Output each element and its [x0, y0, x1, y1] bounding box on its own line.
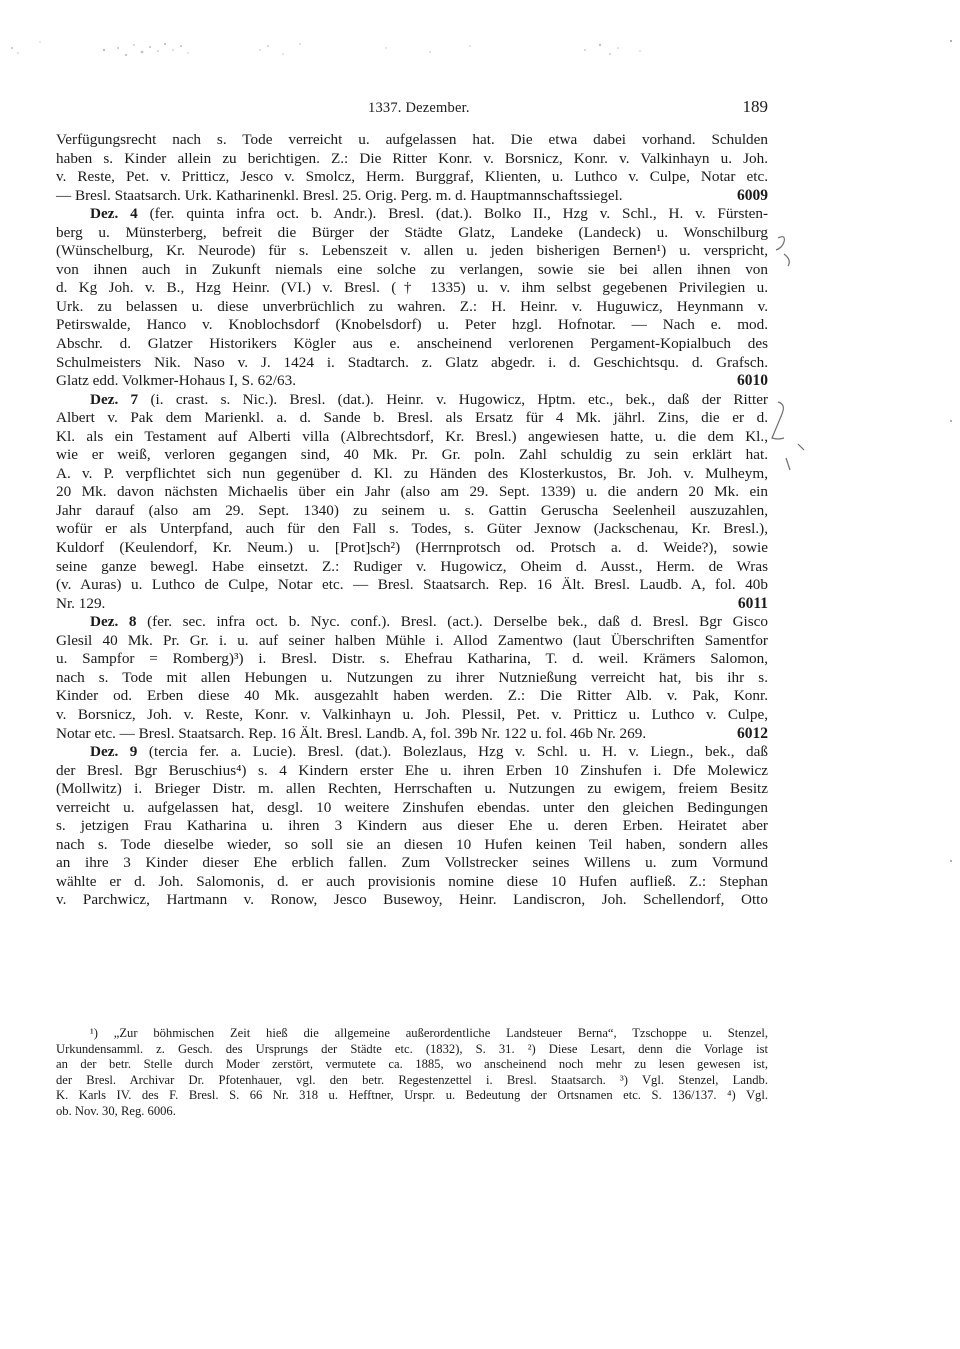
regest-number: 6010: [737, 372, 768, 390]
text-line: [56, 595, 768, 614]
text-line: [56, 354, 768, 373]
text-line: [56, 483, 768, 502]
text-line: [56, 298, 768, 317]
text-line: [56, 725, 768, 744]
text-line: [56, 335, 768, 354]
line-text: v. Reste, Pet. v. Pritticz, Jesco v. Smolcz, Herm. Burggraf, Klienten, u. Luthco v. Culpe, Notar etc.: [56, 168, 768, 186]
text-line: [56, 428, 768, 447]
text-line: [56, 743, 768, 762]
regest-body: [56, 131, 768, 910]
text-line: [56, 465, 768, 484]
entry-date: Dez. 8: [90, 613, 137, 631]
regest-number: 6011: [737, 594, 768, 612]
text-line: [56, 762, 768, 781]
footnote-line: an der betr. Stelle durch Moder zerstört, vermutete ca. 1885, wo anscheinend noch mehr zu lesen gewesen ist,: [56, 1057, 768, 1072]
text-line: [56, 669, 768, 688]
line-text: A. v. P. verpflichtet sich nun gegenüber d. Kl. zu Händen des Klosterkustos, Br. Joh. v. Mulheym,: [56, 464, 768, 482]
line-text: wie er weiß, verloren gegangen sind, 40 Mk. Pr. Gr. poln. Zahl schuldig zu sein erklärt hat.: [56, 446, 768, 464]
text-line: [56, 316, 768, 335]
text-line: [56, 539, 768, 558]
entry-date: Dez. 4: [90, 205, 138, 223]
line-text: Kuldorf (Keulendorf, Kr. Neum.) u. [Prot]sch²) (Herrnprotsch od. Protsch a. d. Weide?), sowie: [56, 539, 768, 557]
line-text: Glesil 40 Mk. Pr. Gr. i. u. auf seiner halben Mühle i. Allod Zamentwo (laut Überschriften Samentfor: [56, 631, 768, 649]
line-text: v. Parchwicz, Hartmann v. Ronow, Jesco Busewoy, Heinr. Landiscron, Joh. Schellendorf, Otto: [56, 891, 768, 909]
text-line: [56, 558, 768, 577]
text-line: [56, 854, 768, 873]
line-text: u. Sampfor = Romberg)³) i. Bresl. Distr. s. Ehefrau Katharina, T. d. weil. Krämers Salomon,: [56, 650, 768, 668]
line-text: — Bresl. Staatsarch. Urk. Katharinenkl. Bresl. 25. Orig. Perg. m. d. Hauptmannschaftssiegel.: [56, 186, 623, 204]
text-line: [56, 391, 768, 410]
entry-date: Dez. 7: [90, 390, 139, 408]
line-text: nach s. Tode mit allen Hebungen u. Nutzungen zu ihrer Nutznießung verreicht hat, bis ihr s.: [56, 668, 768, 686]
line-text: wofür er als Unterpfand, auch für den Fall s. Todes, s. Güter Jexnow (Jackschenau, Kr. Bresl.),: [56, 520, 768, 538]
line-text: Albert v. Pak dem Marienkl. a. d. Sande b. Bresl. als Ersatz für 4 Mk. jährl. Zins, die er d.: [56, 409, 768, 427]
text-line: [56, 613, 768, 632]
footnote-line: Urkundensamml. z. Gesch. des Ursprungs der Städte etc. (1832), S. 31. ²) Diese Lesart, denn die Vorlage ist: [56, 1041, 768, 1056]
line-text: Abschr. d. Glatzer Historikers Kögler aus e. anscheinend verlorenen Pergament-Kopialbuch des: [56, 335, 768, 353]
line-text: Jahr darauf (also am 29. Sept. 1340) zu seinem u. s. Gattin Geruscha Seelenheil auszuzahlen,: [56, 501, 768, 519]
entry-date: Dez. 9: [90, 743, 138, 761]
line-text: der Bresl. Bgr Beruschius⁴) s. 4 Kindern erster Ehe u. ihren Erben 10 Zinshufen i. Dfe Molewicz: [56, 761, 768, 779]
text-line: [56, 187, 768, 206]
line-text: (v. Auras) u. Luthco de Culpe, Notar etc. — Bresl. Staatsarch. Rep. 16 Ält. Bresl. Laudb. A, fol. 40b: [56, 576, 768, 594]
line-text: Dez. 9 (tercia fer. a. Lucie). Bresl. (dat.). Bolezlaus, Hzg v. Schl. u. H. v. Liegn., bek., daß: [90, 743, 768, 761]
text-line: [56, 687, 768, 706]
text-line: [56, 409, 768, 428]
line-text: v. Borsnicz, Joh. v. Reste, Konr. v. Valkinhayn u. Joh. Plessil, Pet. v. Pritticz u. Luthco v. Culpe,: [56, 705, 768, 723]
line-text: verreicht u. aufgelassen hat, desgl. 10 weitere Zinshufen ebendas. unter den gleichen Bedingungen: [56, 798, 768, 816]
text-line: [56, 520, 768, 539]
line-text: Kinder od. Erben diese 40 Mk. ausgezahlt haben werden. Z.: Die Ritter Alb. v. Pak, Konr.: [56, 687, 768, 705]
text-line: [56, 650, 768, 669]
scan-edge-mark: [950, 420, 952, 422]
text-line: [56, 242, 768, 261]
footnote-line: ob. Nov. 30, Reg. 6006.: [56, 1103, 176, 1118]
line-text: d. Kg Joh. v. B., Hzg Heinr. (VI.) v. Bresl. († 1335) u. v. ihm selbst gegebenen Privilegien u.: [56, 279, 768, 297]
text-line: [56, 706, 768, 725]
text-line: [56, 446, 768, 465]
line-text: Dez. 4 (fer. quinta infra oct. b. Andr.). Bresl. (dat.). Bolko II., Hzg v. Schl., H. v. Fürsten-: [90, 205, 769, 223]
text-line: [56, 576, 768, 595]
line-text: Glatz edd. Volkmer-Hohaus I, S. 62/63.: [56, 372, 296, 390]
text-line: [56, 799, 768, 818]
line-text: Notar etc. — Bresl. Staatsarch. Rep. 16 Ält. Bresl. Landb. A, fol. 39b Nr. 122 u. fol. 46b Nr. 269.: [56, 724, 647, 742]
footnote-line: ¹) „Zur böhmischen Zeit hieß die allgemeine außerordentliche Landsteuer Berna“, Tzschoppe u. Stenzel,: [90, 1026, 768, 1040]
line-text: von ihnen auch in Zukunft niemals eine solche zu verlangen, sowie sie bei allen ihnen von: [56, 260, 768, 278]
line-text: Schulmeisters Nik. Naso v. J. 1424 i. Stadtarch. z. Glatz abgedr. i. d. Geschichtsqu. d. Grafsch.: [56, 353, 768, 371]
page-header: [56, 97, 768, 122]
text-line: [56, 224, 768, 243]
text-line: [56, 780, 768, 799]
line-text: s. jetzigen Frau Katharina u. ihren 3 Kindern aus dieser Ehe u. deren Erben. Heiratet aber: [56, 817, 768, 835]
scan-artifact-marks: [0, 20, 700, 90]
text-line: [56, 205, 768, 224]
scan-edge-mark: [950, 40, 952, 42]
line-text: seine ganze bewegl. Habe einsetzt. Z.: Rudiger v. Hugowicz, Oheim d. Ausst., Herm. de Wras: [56, 557, 768, 575]
text-line: [56, 817, 768, 836]
line-text: nach s. Tode dieselbe wieder, so soll sie an diesen 10 Hufen keinen Teil haben, sondern alles: [56, 835, 768, 853]
line-text: Dez. 8 (fer. sec. infra oct. b. Nyc. conf.). Bresl. (act.). Derselbe bek., daß d. Bresl. Bgr Gisco: [90, 613, 769, 631]
regest-number: 6012: [737, 724, 768, 742]
text-line: [56, 836, 768, 855]
regest-number: 6009: [737, 186, 768, 204]
footnotes: [56, 1026, 768, 1120]
scan-edge-mark: [950, 860, 952, 862]
running-head: 1337. Dezember.: [368, 100, 470, 116]
pencil-margin-mark: [768, 398, 808, 488]
text-line: [56, 502, 768, 521]
line-text: (Mollwitz) i. Brieger Distr. m. allen Rechten, Herrschaften u. Nutzungen zu ewigem, freiem Besitz: [56, 780, 768, 798]
text-line: [56, 131, 768, 150]
line-text: berg u. Münsterberg, befreit die Bürger der Städte Glatz, Landeke (Landeck) u. Wonschilburg: [56, 223, 768, 241]
text-line: [56, 150, 768, 169]
text-line: [56, 372, 768, 391]
line-text: Kl. als ein Testament auf Alberti villa (Albrechtsdorf, Kr. Bresl.) angewiesen hatte, u. die dem Kl.,: [56, 427, 768, 445]
line-text: Dez. 7 (i. crast. s. Nic.). Bresl. (dat.). Heinr. v. Hugowicz, Hptm. etc., bek., daß der Ritter: [90, 390, 768, 408]
pencil-margin-mark: [772, 232, 808, 292]
footnote-line: K. Karls IV. des F. Bresl. S. 66 Nr. 318 u. Hefftner, Urspr. u. Bedeutung der Ortsnamen etc. S. 136/137. ⁴) Vgl.: [56, 1088, 768, 1103]
line-text: wählte er d. Joh. Salomonis, d. er auch provisionis nomine diese 10 Hufen aufließ. Z.: Stephan: [56, 872, 768, 890]
text-line: [56, 261, 768, 280]
line-text: Petirswalde, Hanco v. Knoblochsdorf (Knobelsdorf) u. Peter hzgl. Hofnotar. — Nach e. mod.: [56, 316, 768, 334]
line-text: (Wünschelburg, Kr. Neurode) für s. Lebenszeit v. allen u. jeden bisherigen Bernen¹) u. verspricht,: [56, 242, 768, 260]
footnote-line: der Bresl. Archivar Dr. Pfotenhauer, vgl. den betr. Regestenzettel i. Bresl. Staatsarch. ³) Vgl. Stenzel, Landb.: [56, 1072, 768, 1087]
line-text: an ihre 3 Kinder dieser Ehe erblich fallen. Zum Vollstrecker seines Willens u. zum Vormund: [56, 854, 768, 872]
line-text: Urk. zu belassen u. diese unverbrüchlich zu wahren. Z.: H. Heinr. v. Huguwicz, Heynmann v.: [56, 297, 768, 315]
line-text: haben s. Kinder allein zu berichtigen. Z.: Die Ritter Konr. v. Borsnicz, Konr. v. Valkinhayn u. Joh.: [56, 149, 768, 167]
line-text: Verfügungsrecht nach s. Tode verreicht u. aufgelassen hat. Die etwa dabei vorhand. Schulden: [56, 131, 768, 148]
text-line: [56, 873, 768, 892]
text-line: [56, 891, 768, 910]
page-number: 189: [742, 97, 768, 116]
line-text: Nr. 129.: [56, 594, 106, 612]
line-text: 20 Mk. davon nächsten Michaelis über ein Jahr (also am 29. Sept. 1339) u. die andern 20 Mk. ein: [56, 483, 768, 501]
text-line: [56, 279, 768, 298]
text-line: [56, 632, 768, 651]
text-line: [56, 168, 768, 187]
